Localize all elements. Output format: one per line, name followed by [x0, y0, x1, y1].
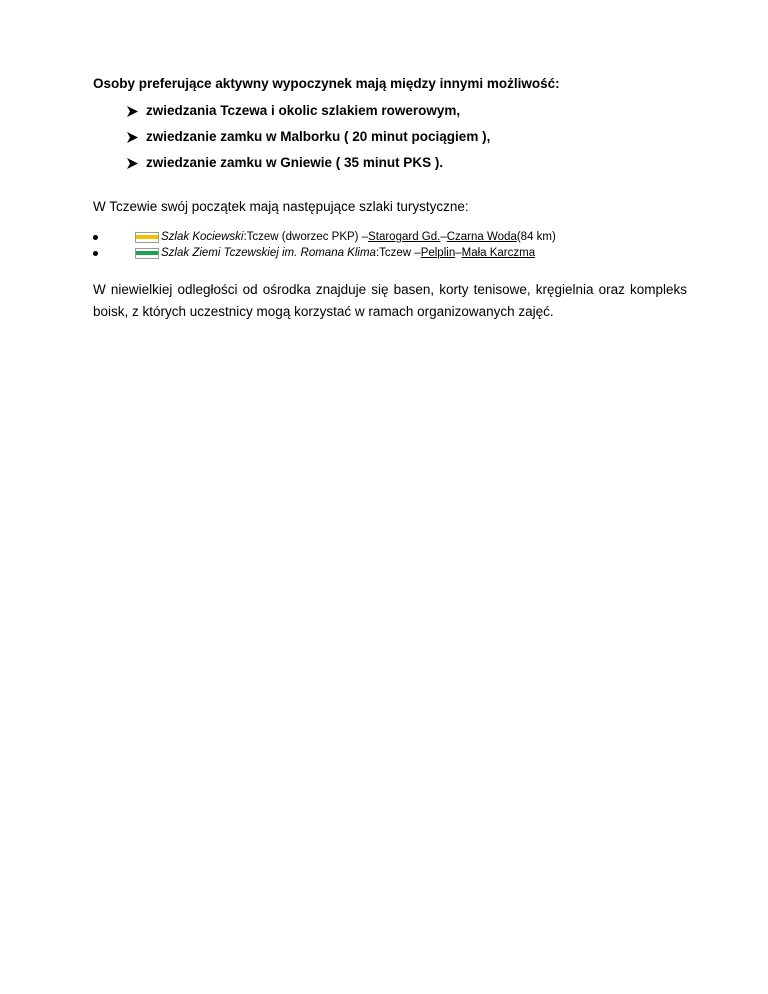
trail-stop-link[interactable]: Mała Karczma: [461, 247, 536, 259]
facilities-paragraph: W niewielkiej odległości od ośrodka znajduje się basen, korty tenisowe, kręgielnia oraz kompleks boisk, z których uczestnicy mogą korzystać w ramach organizowanych zajęć.: [93, 282, 687, 319]
intro-text: Osoby preferujące aktywny wypoczynek mają między innymi możliwość:: [93, 76, 560, 91]
trail-name: Szlak Ziemi Tczewskiej im. Romana Klima: [161, 247, 376, 259]
dot-bullet-icon: [93, 235, 98, 240]
trail-marker-icon: [135, 232, 159, 243]
trail-colon: :: [375, 247, 380, 259]
trails-list: [93, 229, 556, 261]
trail-start: Tczew (dworzec PKP) –: [246, 231, 369, 243]
arrow-bullet-icon: [126, 105, 139, 118]
trails-heading: W Tczewie swój początek mają następujące szlaki turystyczne:: [93, 199, 469, 214]
trail-colon: :: [243, 231, 247, 243]
options-list: [126, 103, 490, 181]
trail-name: Szlak Kociewski: [161, 231, 244, 243]
option-text: zwiedzanie zamku w Gniewie ( 35 minut PKS ).: [146, 155, 444, 170]
trail-marker-icon: [135, 248, 159, 259]
list-item: [126, 129, 490, 155]
trail-color-band: [136, 251, 158, 255]
list-item: [93, 229, 556, 245]
arrow-bullet-icon: [126, 131, 139, 144]
trail-color-band: [136, 235, 158, 239]
trail-separator: –: [440, 231, 447, 243]
option-text: zwiedzania Tczewa i okolic szlakiem rowerowym,: [146, 103, 461, 118]
trail-stop-link[interactable]: Czarna Woda: [446, 231, 517, 243]
trail-separator: –: [455, 247, 462, 259]
dot-bullet-icon: [93, 251, 98, 256]
list-item: [126, 103, 490, 129]
option-text: zwiedzanie zamku w Malborku ( 20 minut pociągiem ),: [146, 129, 491, 144]
trail-distance: (84 km): [516, 231, 556, 243]
trail-stop-link[interactable]: Pelplin: [420, 247, 456, 259]
arrow-bullet-icon: [126, 157, 139, 170]
list-item: [126, 155, 490, 181]
list-item: [93, 245, 556, 261]
trail-start: Tczew –: [379, 247, 421, 259]
trail-stop-link[interactable]: Starogard Gd.: [368, 231, 441, 243]
